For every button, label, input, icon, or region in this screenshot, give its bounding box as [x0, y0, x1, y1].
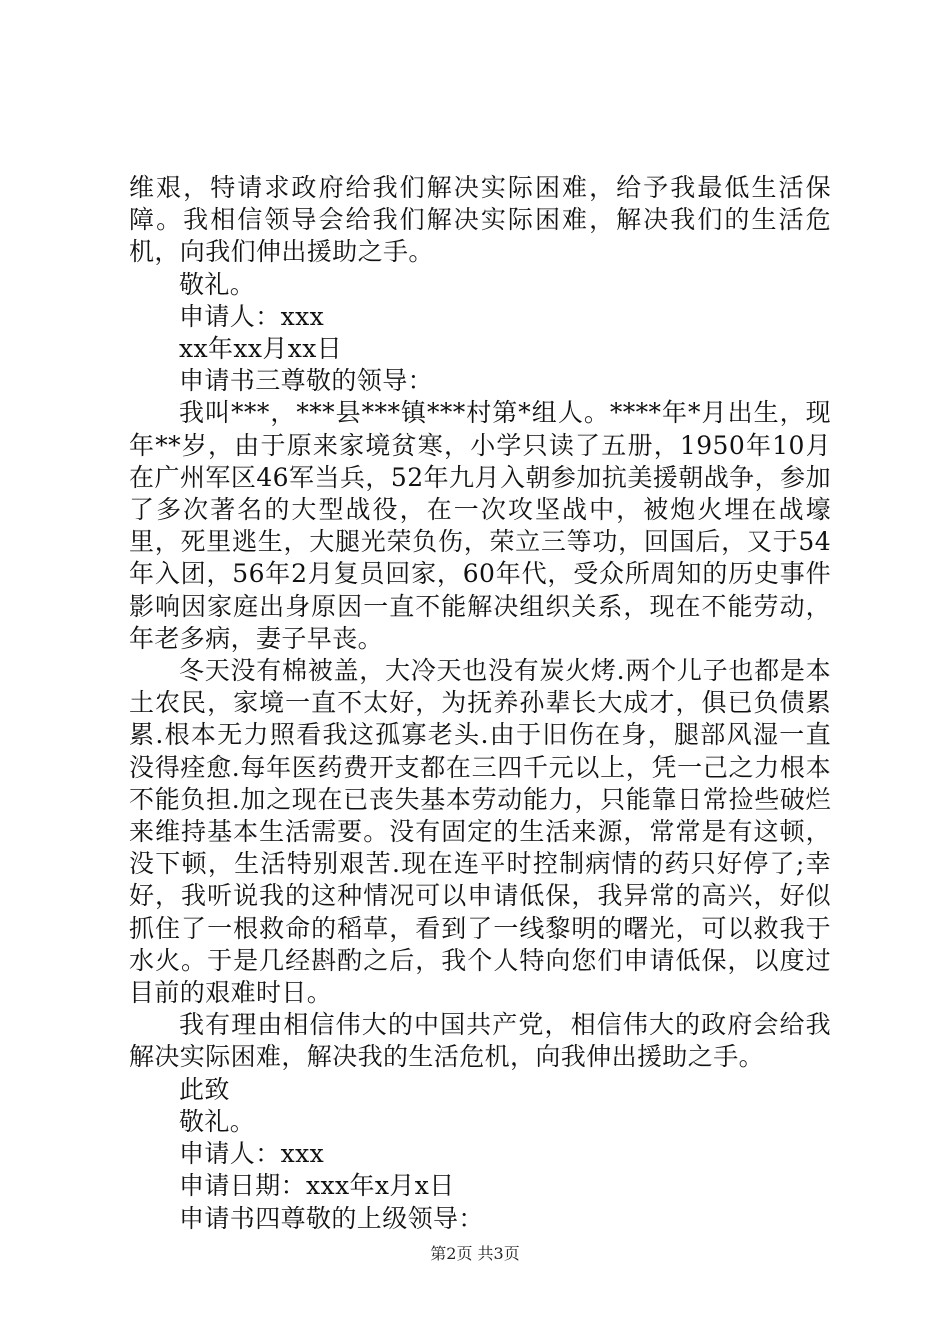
- paragraph-hardship: 冬天没有棉被盖，大冷天也没有炭火烤.两个儿子也都是本土农民，家境一直不太好，为抚养孙辈长大成才，俱已负债累累.根本无力照看我这孤寡老头.由于旧伤在身，腿部风湿一直没得痊愈.每年医药费开支都在三四千元以上，凭一己之力根本不能负担.加之现在已丧失基本劳动能力，只能靠日常捡些破烂来维持基本生活需要。没有固定的生活来源，常常是有这顿，没下顿，生活特别艰苦.现在连平时控制病情的药只好停了;幸好，我听说我的这种情况可以申请低保，我异常的高兴，好似抓住了一根救命的稻草，看到了一线黎明的曙光，可以救我于水火。于是几经斟酌之后，我个人特向您们申请低保，以度过目前的艰难时日。: [129, 656, 831, 1008]
- application-date-line: 申请日期：xxx年x月x日: [179, 1171, 455, 1201]
- letter-three-heading: 申请书三尊敬的领导：: [179, 366, 434, 396]
- document-body: [129, 172, 831, 1235]
- page-number-footer: 第2页 共3页: [430, 1244, 520, 1263]
- closing-salute: 敬礼。: [179, 269, 256, 299]
- applicant-line: 申请人：xxx: [179, 301, 325, 331]
- paragraph-background: 我叫***，***县***镇***村第*组人。****年*月出生，现年**岁，由于原来家境贫寒，小学只读了五册，1950年10月在广州军区46军当兵，52年九月入朝参加抗美援朝战争，参加了多次著名的大型战役，在一次攻坚战中，被炮火埋在战壕里，死里逃生，大腿光荣负伤，荣立三等功，回国后，又于54年入团，56年2月复员回家，60年代，受众所周知的历史事件影响因家庭出身原因一直不能解决组织关系，现在不能劳动，年老多病，妻子早丧。: [129, 398, 831, 653]
- letter-four-heading: 申请书四尊敬的上级领导：: [179, 1203, 484, 1233]
- paragraph-intro-continuation: 维艰，特请求政府给我们解决实际困难，给予我最低生活保障。我相信领导会给我们解决实际困难，解决我们的生活危机，向我们伸出援助之手。: [129, 173, 831, 267]
- paragraph-trust: 我有理由相信伟大的中国共产党，相信伟大的政府会给我解决实际困难，解决我的生活危机，向我伸出援助之手。: [129, 1010, 831, 1072]
- closing-salute-2: 敬礼。: [179, 1106, 256, 1136]
- applicant-line-2: 申请人：xxx: [179, 1139, 325, 1169]
- closing-ci-zhi: 此致: [179, 1074, 230, 1104]
- date-line: xx年xx月xx日: [179, 334, 343, 364]
